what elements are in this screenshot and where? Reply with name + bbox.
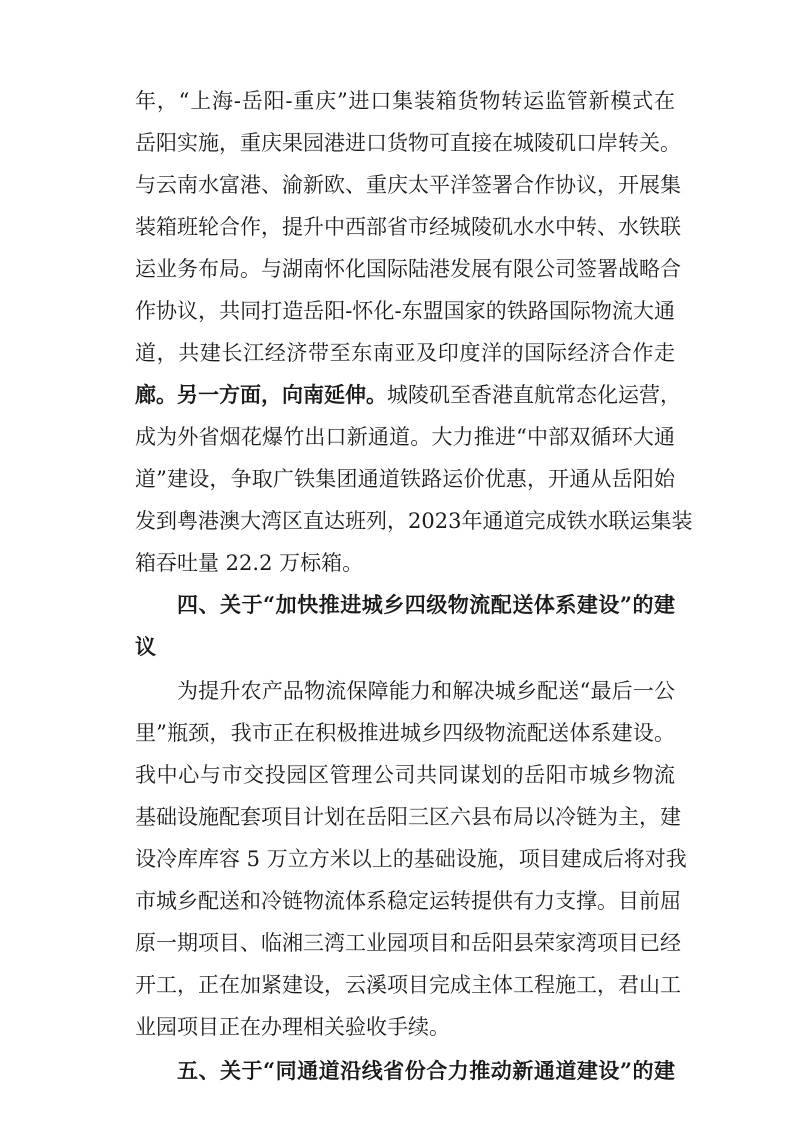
body-text-line: 业园项目正在办理相关验收手续。	[135, 1015, 450, 1039]
section-heading-4: 四、关于“加快推进城乡四级物流配送体系建设”的建	[177, 592, 675, 617]
body-text: 城陵矶至香港直航常态化运营，	[387, 383, 681, 407]
body-text-line: 运业务布局。与湖南怀化国际陆港发展有限公司签署战略合	[135, 257, 681, 281]
body-text-line: 开工，正在加紧建设，云溪项目完成主体工程施工，君山工	[135, 973, 681, 997]
body-text-line: 装箱班轮合作，提升中西部省市经城陵矶水水中转、水铁联	[135, 215, 681, 239]
body-text-line: 岳阳实施，重庆果园港进口货物可直接在城陵矶口岸转关。	[135, 131, 681, 155]
body-text-line: 发到粤港澳大湾区直达班列，2023年通道完成铁水联运集装	[135, 509, 693, 533]
body-text-line: 道，共建长江经济带至东南亚及印度洋的国际经济合作走	[135, 341, 675, 365]
body-text-line: 箱吞吐量 22.2 万标箱。	[135, 551, 364, 575]
body-text-line: 设冷库库容 5 万立方米以上的基础设施，项目建成后将对我	[135, 847, 687, 871]
body-text-line: 原一期项目、临湘三湾工业园项目和岳阳县荣家湾项目已经	[135, 931, 681, 955]
body-text-line: 市城乡配送和冷链物流体系稳定运转提供有力支撑。目前屈	[135, 889, 681, 913]
section-heading-4-cont: 议	[135, 634, 156, 659]
body-text-line-mixed	[135, 380, 681, 410]
body-text-line: 与云南水富港、渝新欧、重庆太平洋签署合作协议，开展集	[135, 173, 681, 197]
body-text-line: 我中心与市交投园区管理公司共同谋划的岳阳市城乡物流	[135, 763, 675, 787]
body-text-line: 为提升农产品物流保障能力和解决城乡配送“最后一公	[177, 679, 675, 703]
body-text-line: 成为外省烟花爆竹出口新通道。大力推进“中部双循环大通	[135, 425, 675, 449]
body-text-line: 道”建设，争取广铁集团通道铁路运价优惠，开通从岳阳始	[135, 467, 675, 491]
body-text-line: 里”瓶颈，我市正在积极推进城乡四级物流配送体系建设。	[135, 721, 675, 745]
body-text-line: 年，“上海-岳阳-重庆”进口集装箱货物转运监管新模式在	[135, 89, 675, 113]
body-text-line: 作协议，共同打造岳阳-怀化-东盟国家的铁路国际物流大通	[135, 299, 675, 323]
section-heading-5: 五、关于“同通道沿线省份合力推动新通道建设”的建	[177, 1058, 675, 1083]
body-text-line: 基础设施配套项目计划在岳阳三区六县布局以冷链为主，建	[135, 805, 681, 829]
emphasis-text: 廊。另一方面，向南延伸。	[135, 382, 387, 407]
